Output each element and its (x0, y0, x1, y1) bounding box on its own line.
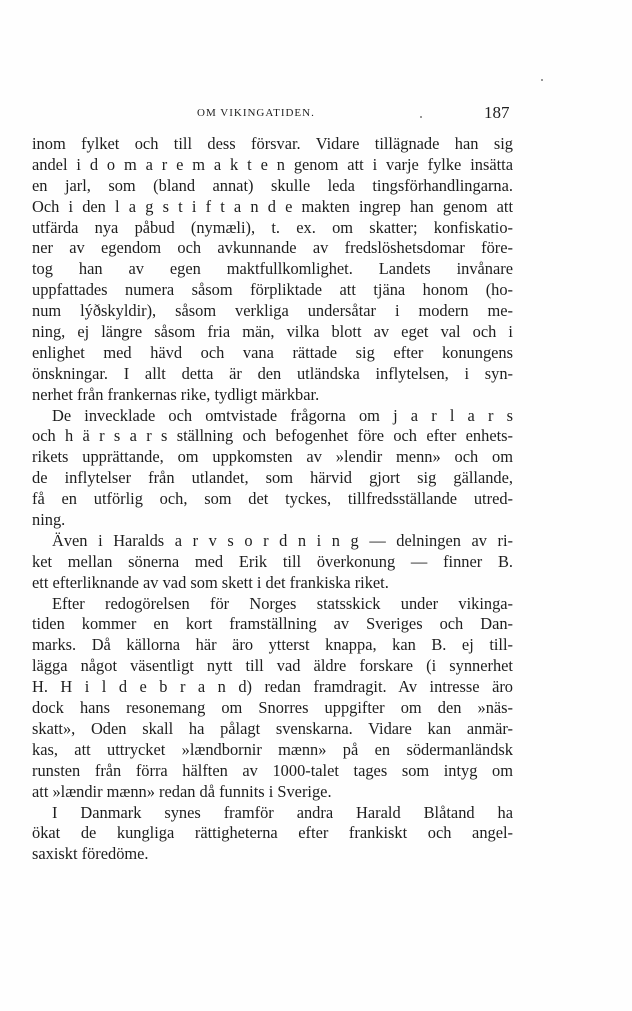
running-head (0, 101, 632, 125)
text-line: ökat de kungliga rättigheterna efter frankiskt och angel- (32, 823, 513, 843)
text-line: marks. Då källorna här äro ytterst knappa, kan B. ej till- (32, 635, 513, 655)
text-line: De invecklade och omtvistade frågorna om j a r l a r s (52, 405, 513, 425)
text-line: nerhet från frankernas rike, tydligt märkbar. (32, 384, 320, 404)
text-line: saxiskt föredöme. (32, 844, 149, 864)
text-line: önskningar. I allt detta är den utländska inflytelsen, i syn- (32, 363, 513, 383)
text-line: Även i Haralds a r v s o r d n i n g — delningen av ri- (52, 530, 513, 550)
text-line: inom fylket och till dess försvar. Vidare tillägnade han sig (32, 134, 513, 153)
text-line: Efter redogörelsen för Norges statsskick under vikinga- (52, 593, 513, 613)
text-line: och h ä r s a r s ställning och befogenhet före och efter enhets- (32, 426, 513, 446)
text-line: lägga något väsentligt nytt till vad äldre forskare (i synnerhet (32, 656, 513, 676)
text-line: ett efterliknande av vad som skett i det frankiska riket. (32, 572, 389, 592)
text-line: uppfattades numera såsom förpliktade att tjäna honom (ho- (32, 280, 513, 300)
text-line: ning, ej längre såsom fria män, vilka blott av eget val och i (32, 322, 513, 342)
print-speck (541, 79, 543, 81)
body-text (32, 134, 513, 865)
text-line: tog han av egen maktfullkomlighet. Landets invånare (32, 259, 513, 279)
text-line: andel i d o m a r e m a k t e n genom att i varje fylke insätta (32, 154, 513, 174)
text-line: dock hans resonemang om Snorres uppgifter om den »näs- (32, 698, 513, 718)
text-line: en jarl, som (bland annat) skulle leda tingsförhandlingarna. (32, 175, 513, 195)
text-line: tiden kommer en kort framställning av Sveriges och Dan- (32, 614, 513, 634)
text-line: de inflytelser från utlandet, som härvid gjort sig gällande, (32, 468, 513, 488)
running-title: OM VIKINGATIDEN. (197, 107, 315, 119)
text-line: att »lændir mænn» redan då funnits i Sverige. (32, 781, 332, 801)
page-number: 187 (484, 103, 510, 122)
text-line: Och i den l a g s t i f t a n d e makten ingrep han genom att (32, 196, 513, 216)
text-line: skatt», Oden skall ha pålagt svenskarna. Vidare kan anmär- (32, 718, 513, 738)
text-line: kas, att uttrycket »lændbornir mænn» på en södermanländsk (32, 739, 513, 759)
text-line: ner av egendom och avkunnande av fredslöshetsdomar före- (32, 238, 513, 258)
text-line: utfärda nya påbud (nymæli), t. ex. om skatter; konfiskatio- (32, 217, 513, 237)
text-line: enlighet med hävd och vana rättade sig efter konungens (32, 342, 513, 362)
text-line: num lýðskyldir), såsom verkliga undersåtar i modern me- (32, 301, 513, 321)
text-line: få en utförlig och, som det tyckes, tillfredsställande utred- (32, 489, 513, 509)
text-line: ket mellan sönerna med Erik till överkonung — finner B. (32, 551, 513, 571)
text-line: ning. (32, 510, 66, 530)
text-line: I Danmark synes framför andra Harald Blåtand ha (52, 802, 513, 822)
text-line: H. H i l d e b r a n d) redan framdragit. Av intresse äro (32, 677, 513, 697)
text-line: rikets upprättande, om uppkomsten av »lendir menn» och om (32, 447, 513, 467)
text-line: runsten från förra hälften av 1000-talet tages som intyg om (32, 760, 513, 780)
